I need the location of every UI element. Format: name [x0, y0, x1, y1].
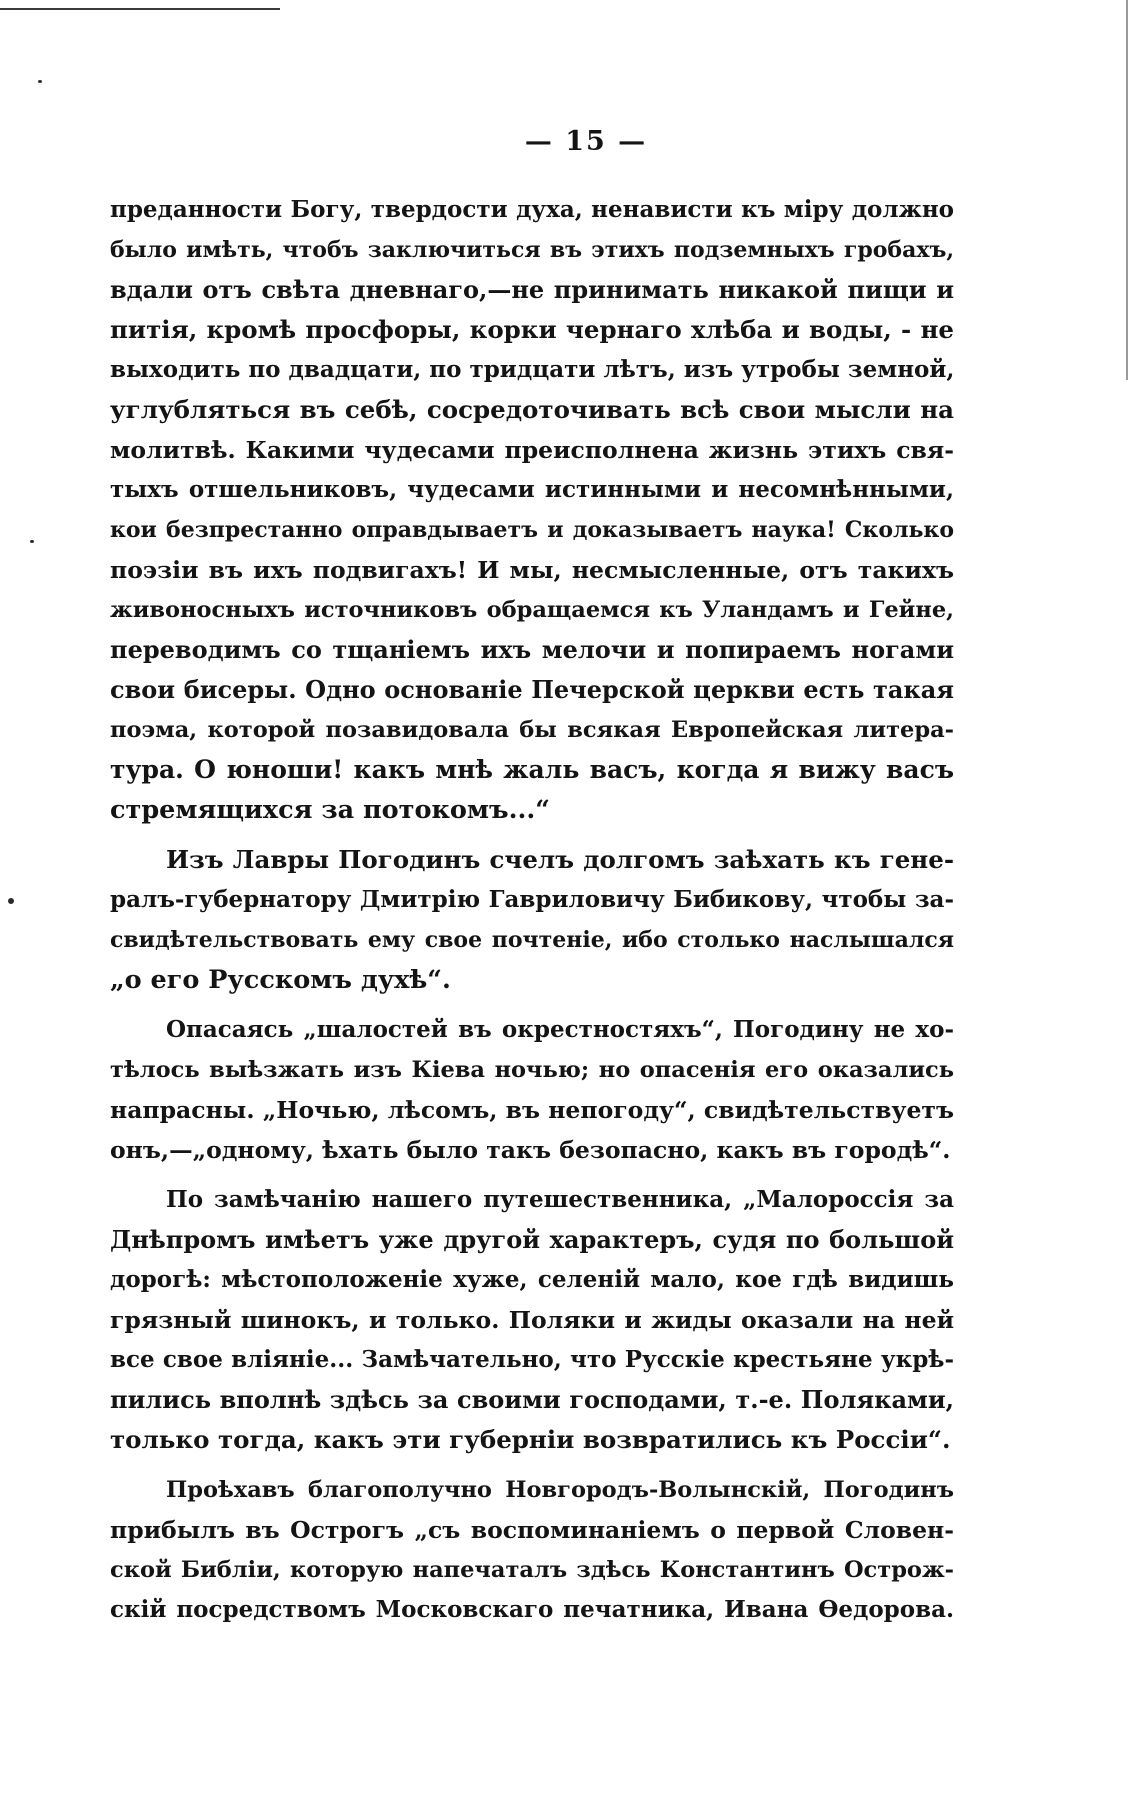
text-line: „о его Русскомъ духѣ“.	[110, 965, 451, 995]
text-line: прибылъ въ Острогъ „съ воспоминаніемъ о первой Словен-	[110, 1516, 954, 1544]
text-line: грязный шинокъ, и только. Поляки и жиды оказали на ней	[110, 1306, 954, 1334]
text-line: живоносныхъ источниковъ обращаемся къ Уландамъ и Гейне,	[110, 597, 954, 623]
text-line: скій посредствомъ Московскаго печатника, Ивана Ѳедорова.	[110, 1596, 954, 1623]
top-edge-rule	[0, 8, 280, 10]
text-line: поэзіи въ ихъ подвигахъ! И мы, несмысленные, отъ такихъ	[110, 556, 954, 584]
text-line: ской Библіи, которую напечаталъ здѣсь Константинъ Острож-	[110, 1557, 954, 1583]
text-line: пились вполнѣ здѣсь за своими господами, т.-е. Поляками,	[110, 1385, 954, 1414]
text-line: свидѣтельствовать ему свое почтеніе, ибо столько наслышался	[110, 927, 954, 953]
text-line: тыхъ отшельниковъ, чудесами истинными и несомнѣнными,	[110, 476, 954, 503]
paragraph-first-line: По замѣчанію нашего путешественника, „Малороссія за	[166, 1186, 954, 1213]
text-line: стремящихся за потокомъ...“	[110, 795, 550, 825]
margin-speck	[8, 898, 14, 904]
text-line: дорогѣ: мѣстоположеніе хуже, селеній мало, кое гдѣ видишь	[110, 1266, 954, 1293]
page-body	[110, 190, 954, 1630]
paragraph-first-line: Проѣхавъ благополучно Новгородъ-Волынскій, Погодинъ	[166, 1477, 954, 1503]
paragraph-first-line: Изъ Лавры Погодинъ счелъ долгомъ заѣхать къ гене-	[166, 845, 954, 874]
text-line: напрасны. „Ночью, лѣсомъ, въ непогоду“, свидѣтельствуетъ	[110, 1096, 954, 1124]
text-line: онъ,—„одному, ѣхать было такъ безопасно, какъ въ городѣ“.	[110, 1136, 951, 1164]
text-line: преданности Богу, твердости духа, ненависти къ міру должно	[110, 196, 954, 223]
text-line: вдали отъ свѣта дневнаго,—не принимать никакой пищи и	[110, 275, 954, 304]
text-line: ралъ-губернатору Дмитрію Гавриловичу Бибикову, чтобы за-	[110, 886, 954, 913]
text-line: тѣлось выѣзжать изъ Кіева ночью; но опасенія его оказались	[110, 1057, 954, 1083]
text-line: переводимъ со тщаніемъ ихъ мелочи и попираемъ ногами	[110, 635, 954, 664]
text-line: молитвѣ. Какими чудесами преисполнена жизнь этихъ свя-	[110, 436, 954, 464]
text-line: поэма, которой позавидовала бы всякая Европейская литера-	[110, 717, 954, 743]
text-line: выходить по двадцати, по тридцати лѣтъ, изъ утробы земной,	[110, 356, 955, 383]
text-line: только тогда, какъ эти губерніи возвратились къ Россіи“.	[110, 1425, 951, 1454]
paragraph-first-line: Опасаясь „шалостей въ окрестностяхъ“, Погодину не хо-	[166, 1016, 954, 1043]
text-line: Днѣпромъ имѣетъ уже другой характеръ, судя по большой	[110, 1225, 954, 1254]
margin-speck	[30, 540, 34, 543]
text-line: кои безпрестанно оправдываетъ и доказываетъ наука! Сколько	[110, 517, 954, 543]
right-edge-shadow	[1126, 0, 1128, 380]
text-line: свои бисеры. Одно основаніе Печерской церкви есть такая	[110, 675, 954, 704]
margin-speck	[38, 80, 42, 83]
page-number: — 15 —	[524, 126, 648, 157]
text-line: углубляться въ себѣ, сосредоточивать всѣ свои мысли на	[110, 395, 954, 424]
text-line: тура. О юноши! какъ мнѣ жаль васъ, когда я вижу васъ	[110, 755, 954, 784]
text-line: все свое вліяніе... Замѣчательно, что Русскіе крестьяне укрѣ-	[110, 1346, 954, 1373]
text-line: питія, кромѣ просфоры, корки чернаго хлѣба и воды, - не	[110, 315, 954, 344]
text-line: было имѣть, чтобъ заключиться въ этихъ подземныхъ гробахъ,	[110, 237, 954, 263]
